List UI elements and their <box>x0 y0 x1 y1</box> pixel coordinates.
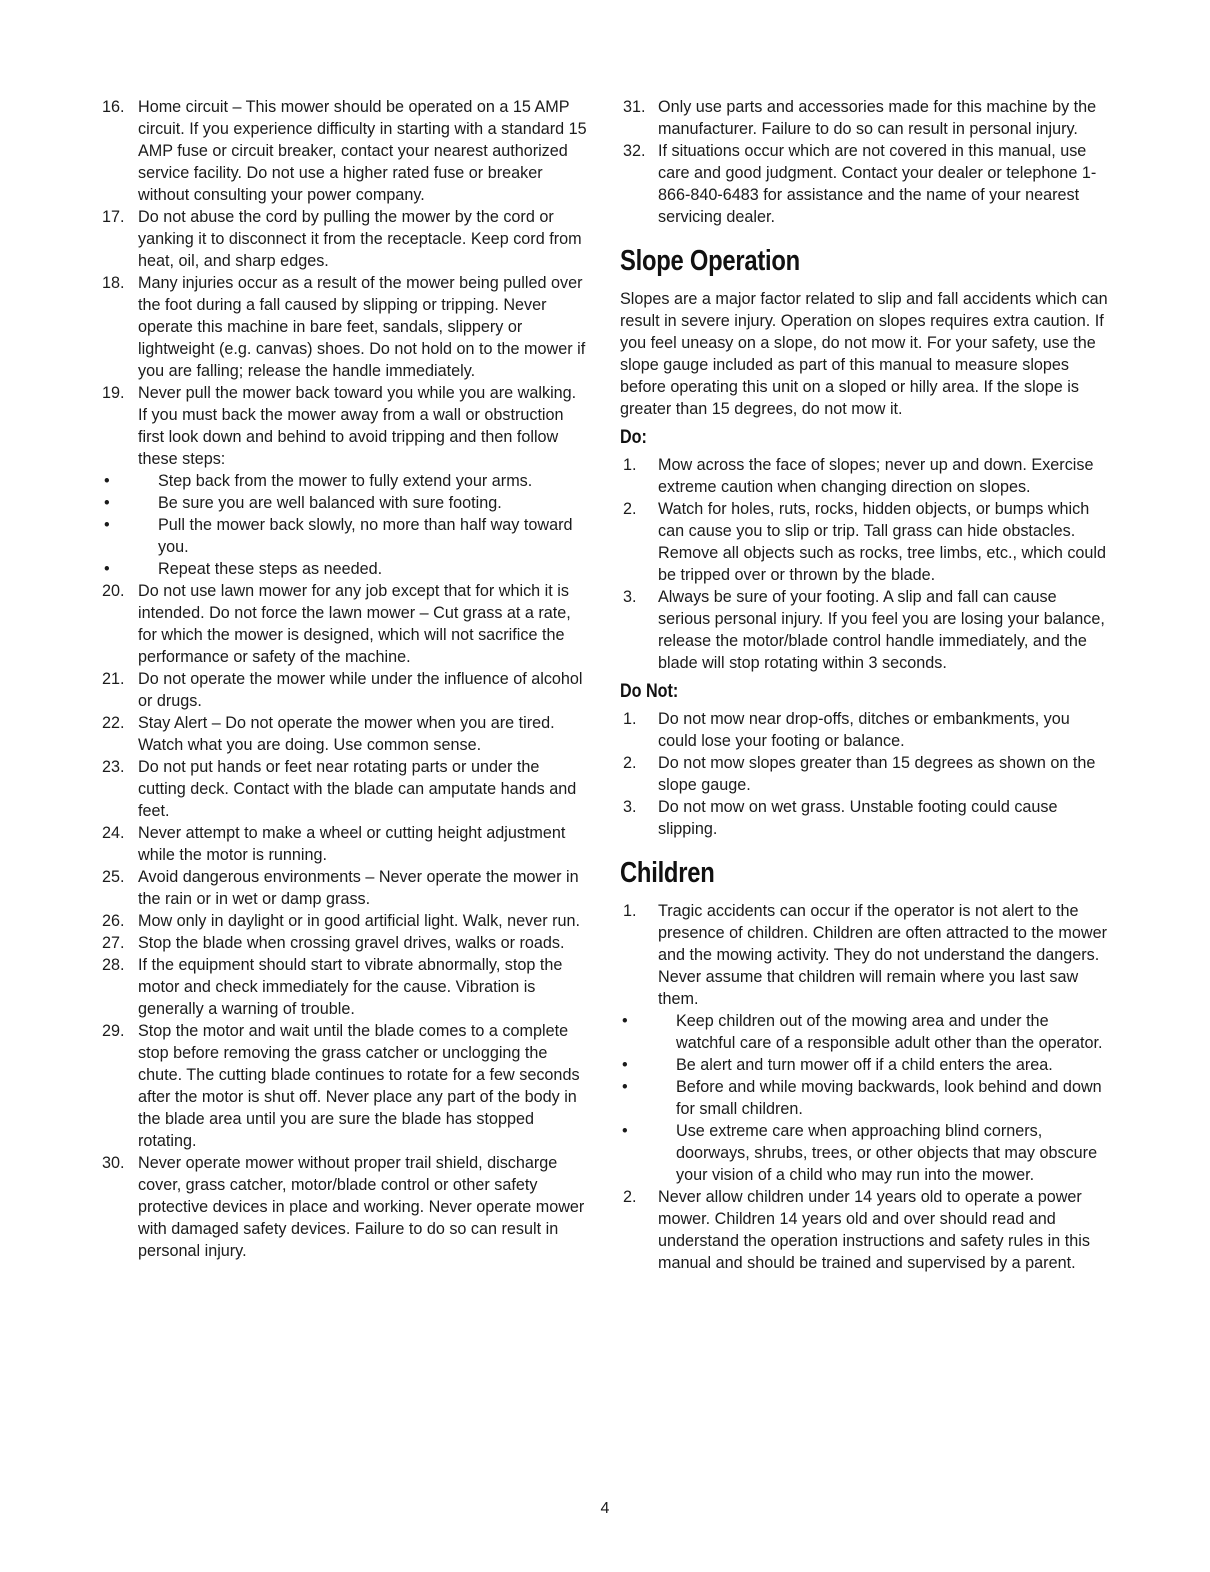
list-item: 3. Do not mow on wet grass. Unstable footing could cause slipping. <box>623 798 1058 838</box>
list-item: 19. Never pull the mower back toward you while you are walking. If you must back the mower away from a wall or obstruction first look down and behind to avoid tripping and then follow these steps: <box>102 384 577 468</box>
list-item: 25. Avoid dangerous environments – Never operate the mower in the rain or in wet or damp grass. <box>102 868 579 908</box>
bullet-item: • Be sure you are well balanced with sure footing. <box>104 494 502 512</box>
list-item: 31. Only use parts and accessories made for this machine by the manufacturer. Failure to do so can result in personal injury. <box>623 98 1097 138</box>
bullet-item: • Repeat these steps as needed. <box>104 560 383 578</box>
list-item: 1. Do not mow near drop-offs, ditches or embankments, you could lose your footing or balance. <box>623 710 1070 750</box>
do-not-heading: Do Not: <box>620 681 679 702</box>
list-item: 1. Tragic accidents can occur if the operator is not alert to the presence of children. Children are often attracted to the mower and the mowing activity. They do not understand the dangers. Never assume that children will remain where you last saw them. <box>623 902 1107 1008</box>
list-item: 26. Mow only in daylight or in good artificial light. Walk, never run. <box>102 912 581 930</box>
list-item: 17. Do not abuse the cord by pulling the mower by the cord or yanking it to disconnect it from the receptacle. Keep cord from heat, oil, and sharp edges. <box>102 208 582 270</box>
page-number: 4 <box>600 1500 610 1517</box>
list-item: 32. If situations occur which are not covered in this manual, use care and good judgment. Contact your dealer or telephone 1-866-840-6483 for assistance and the name of your nearest servicing dealer. <box>623 142 1097 226</box>
list-item: 20. Do not use lawn mower for any job except that for which it is intended. Do not force the lawn mower – Cut grass at a rate, for which the mower is designed, which will not sacrifice the performance or safety of the machine. <box>102 582 571 666</box>
slope-operation-heading: Slope Operation <box>620 245 800 277</box>
list-item: 22. Stay Alert – Do not operate the mower when you are tired. Watch what you are doing. Use common sense. <box>102 714 555 754</box>
list-item: 21. Do not operate the mower while under the influence of alcohol or drugs. <box>102 670 583 710</box>
bullet-item: • Step back from the mower to fully extend your arms. <box>104 472 533 490</box>
list-item: 2. Never allow children under 14 years old to operate a power mower. Children 14 years old and over should read and understand the operation instructions and safety rules in this manual and should be trained and supervised by a parent. <box>623 1188 1090 1272</box>
list-item: 24. Never attempt to make a wheel or cutting height adjustment while the motor is running. <box>102 824 566 864</box>
list-item: 29. Stop the motor and wait until the blade comes to a complete stop before removing the grass catcher or unclogging the chute. The cutting blade continues to rotate for a few seconds after the motor is shut off. Never place any part of the body in the blade area until you are sure the blade has stopped rotating. <box>102 1022 580 1150</box>
slope-intro: Slopes are a major factor related to slip and fall accidents which can result in severe injury. Operation on slopes requires extra caution. If you feel uneasy on a slope, do not mow it. For your safety, use the slope gauge included as part of this manual to measure slopes before operating this unit on a sloped or hilly area. If the slope is greater than 15 degrees, do not mow it. <box>620 290 1108 418</box>
list-item: 1. Mow across the face of slopes; never up and down. Exercise extreme caution when changing direction on slopes. <box>623 456 1094 496</box>
bullet-item: • Be alert and turn mower off if a child enters the area. <box>622 1056 1053 1074</box>
list-item: 2. Do not mow slopes greater than 15 degrees as shown on the slope gauge. <box>623 754 1096 794</box>
list-item: 3. Always be sure of your footing. A slip and fall can cause serious personal injury. If you feel you are losing your balance, release the motor/blade control handle immediately, and the blade will stop rotating within 3 seconds. <box>623 588 1105 672</box>
bullet-item: • Keep children out of the mowing area and under the watchful care of a responsible adult other than the operator. <box>622 1012 1103 1052</box>
bullet-item: • Pull the mower back slowly, no more than half way toward you. <box>104 516 573 556</box>
bullet-item: • Before and while moving backwards, look behind and down for small children. <box>622 1078 1102 1118</box>
list-item: 2. Watch for holes, ruts, rocks, hidden objects, or bumps which can cause you to slip or trip. Tall grass can hide obstacles. Remove all objects such as rocks, tree limbs, etc., which could be tripped over or thrown by the blade. <box>623 500 1107 584</box>
do-heading: Do: <box>620 427 647 448</box>
bullet-item: • Use extreme care when approaching blind corners, doorways, shrubs, trees, or other objects that may obscure your vision of a child who may run into the mower. <box>622 1122 1098 1184</box>
list-item: 23. Do not put hands or feet near rotating parts or under the cutting deck. Contact with the blade can amputate hands and feet. <box>102 758 577 820</box>
list-item: 27. Stop the blade when crossing gravel drives, walks or roads. <box>102 934 565 952</box>
list-item: 28. If the equipment should start to vibrate abnormally, stop the motor and check immediately for the cause. Vibration is generally a warning of trouble. <box>102 956 563 1018</box>
list-item: 18. Many injuries occur as a result of the mower being pulled over the foot during a fall caused by slipping or tripping. Never operate this machine in bare feet, sandals, slippery or lightweight (e.g. canvas) shoes. Do not hold on to the mower if you are falling; release the handle immediately. <box>102 274 586 380</box>
left-column <box>102 96 588 1262</box>
list-item: 30. Never operate mower without proper trail shield, discharge cover, grass catcher, motor/blade control or other safety protective devices in place and working. Never operate mower with damaged safety devices. Failure to do so can result in personal injury. <box>102 1154 585 1260</box>
list-item: 16. Home circuit – This mower should be operated on a 15 AMP circuit. If you experience difficulty in starting with a standard 15 AMP fuse or circuit breaker, contact your nearest authorized service facility. Do not use a higher rated fuse or breaker without consulting your power company. <box>102 98 587 204</box>
right-column <box>620 96 1112 1274</box>
children-heading: Children <box>620 857 715 889</box>
